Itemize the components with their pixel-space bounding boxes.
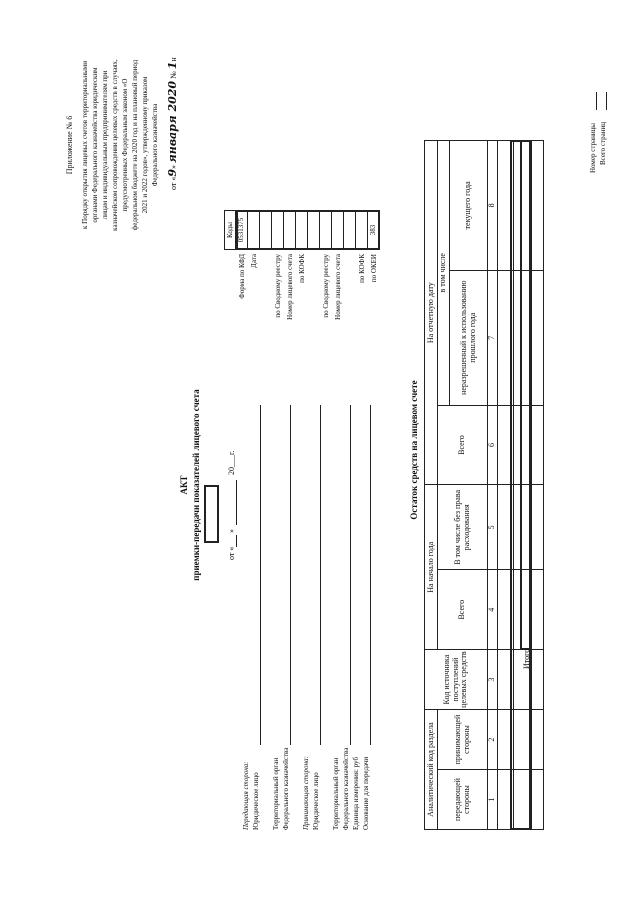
code-value bbox=[308, 210, 320, 250]
code-value bbox=[320, 210, 332, 250]
appendix-line: предусмотренных Федеральным законом «О bbox=[121, 78, 129, 212]
code-label: по Сводному реестру bbox=[274, 254, 282, 318]
code-value bbox=[344, 210, 356, 250]
field-label: Основание для передачи bbox=[362, 756, 370, 830]
appendix-line: к Порядку открытия лицевых счетов территориальными bbox=[81, 61, 89, 229]
column-number: 3 bbox=[488, 650, 498, 710]
code-label: по КОФК bbox=[298, 254, 306, 283]
th-receiver: принимающей стороны bbox=[438, 710, 488, 770]
field-underline bbox=[370, 405, 371, 745]
code-value bbox=[272, 210, 284, 250]
code-value bbox=[296, 210, 308, 250]
th-total2: Всего bbox=[438, 405, 488, 485]
field-label: Федерального казначейства bbox=[282, 747, 290, 830]
order-prefix: от « bbox=[169, 176, 178, 190]
field-label: Федерального казначейства bbox=[342, 747, 350, 830]
act-subtitle: приемки-передачи показателей лицевого счета bbox=[191, 389, 201, 581]
total-label: Итого bbox=[522, 648, 531, 669]
code-label: по Сводному реестру bbox=[322, 254, 330, 318]
appendix-line: органами Федерального казначейства юридическим bbox=[91, 67, 99, 223]
order-suffix: н bbox=[169, 57, 178, 62]
column-number: 2 bbox=[488, 710, 498, 770]
appendix-title: Приложение № 6 bbox=[65, 115, 74, 175]
appendix-line: федеральном бюджете на 2020 год и на плановый период bbox=[131, 59, 139, 231]
th-report: На отчетную дату bbox=[425, 141, 438, 485]
appendix-line: Федерального казначейства bbox=[151, 103, 159, 187]
th-without-right: В том числе без права расходования bbox=[438, 485, 488, 570]
th-prev-label: прошлого года bbox=[467, 312, 477, 363]
order-number: 1 bbox=[166, 61, 179, 70]
field-label: Единица измерения: руб bbox=[352, 756, 360, 830]
th-incl: в том числе bbox=[438, 141, 450, 406]
appendix-line: 2021 и 2022 годов», утвержденному приказом bbox=[141, 76, 149, 214]
th-cur bbox=[450, 141, 488, 271]
code-value bbox=[260, 210, 272, 250]
code-value: 0531375 bbox=[236, 210, 248, 250]
column-number: 7 bbox=[488, 270, 498, 405]
act-date-mid: » bbox=[227, 529, 236, 533]
code-value bbox=[356, 210, 368, 250]
pages-total-label: Всего страниц bbox=[599, 121, 607, 165]
total-frame bbox=[520, 140, 532, 650]
th-analytic: Аналитический код раздела bbox=[425, 710, 438, 830]
code-label: Номер лицевого счета bbox=[334, 254, 342, 320]
code-label: Дата bbox=[250, 254, 258, 268]
act-date-year: 20___г. bbox=[227, 450, 236, 475]
th-start: На начало года bbox=[425, 485, 438, 650]
th-prev bbox=[450, 270, 488, 405]
field-label: Территориальный орган bbox=[272, 757, 280, 830]
field-label: Принимающая сторона: bbox=[302, 756, 310, 830]
code-label: Номер лицевого счета bbox=[286, 254, 294, 320]
field-underline bbox=[290, 405, 291, 745]
column-numbers-row bbox=[488, 141, 498, 830]
field-label: Юридическое лицо bbox=[252, 772, 260, 830]
act-title: АКТ bbox=[179, 475, 189, 495]
code-label: по КОФК bbox=[358, 254, 366, 283]
th-unused: неразрешенный к использованию bbox=[458, 280, 468, 395]
field-underline bbox=[260, 405, 261, 745]
order-day: 9 bbox=[166, 168, 179, 177]
table-caption: Остаток средств на лицевом счете bbox=[409, 380, 419, 520]
appendix-line: лицам и индивидуальным предпринимателям при bbox=[101, 70, 109, 220]
code-label: по ОКЕИ bbox=[370, 254, 378, 283]
field-label: Передающая сторона: bbox=[242, 761, 250, 830]
column-number: 5 bbox=[488, 485, 498, 570]
act-date-prefix: от « bbox=[227, 546, 236, 560]
order-line: от «9» января 2020 № 1н bbox=[166, 57, 179, 190]
field-underline bbox=[320, 405, 321, 745]
column-number: 4 bbox=[488, 570, 498, 650]
column-number: 1 bbox=[488, 770, 498, 830]
order-month-year: января 2020 bbox=[166, 80, 179, 163]
code-value bbox=[284, 210, 296, 250]
page-number-label: Номер страницы bbox=[589, 122, 597, 173]
code-value bbox=[332, 210, 344, 250]
th-cur-label: текущего года bbox=[463, 181, 473, 230]
appendix-line: казначейском сопровождении целевых средств в случаях, bbox=[111, 59, 119, 231]
code-label: Форма по КФД bbox=[238, 254, 246, 299]
code-value bbox=[248, 210, 260, 250]
th-total: Всего bbox=[438, 570, 488, 650]
field-label: Юридическое лицо bbox=[312, 772, 320, 830]
column-number: 6 bbox=[488, 405, 498, 485]
codes-header: Коды bbox=[224, 210, 236, 250]
field-underline bbox=[350, 405, 351, 745]
date-highlight-box bbox=[204, 485, 219, 543]
th-source: Код источника поступлений целевых средств bbox=[425, 650, 488, 710]
order-number-prefix: № bbox=[169, 71, 178, 79]
column-number: 8 bbox=[488, 141, 498, 271]
code-value: 383 bbox=[368, 210, 380, 250]
field-label: Территориальный орган bbox=[332, 757, 340, 830]
th-sender: передающей стороны bbox=[438, 770, 488, 830]
